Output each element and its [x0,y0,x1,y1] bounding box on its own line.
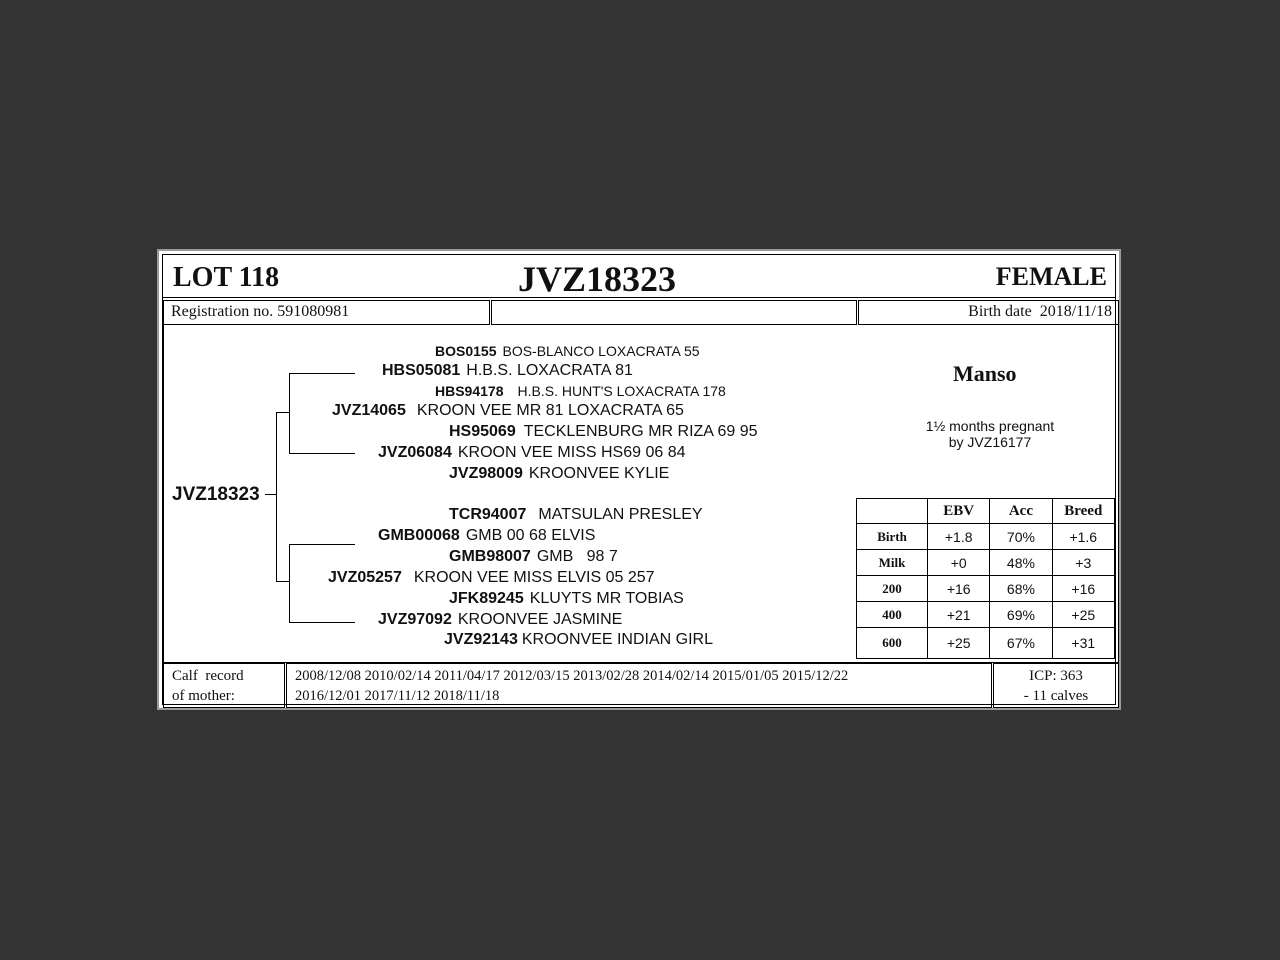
pedigree-code: JVZ05257 [328,569,402,586]
pedigree-entry [435,343,700,359]
icp-summary [994,666,1118,706]
calf-record-dates-box [286,663,992,708]
pedigree-name: H.B.S. HUNT'S LOXACRATA 178 [517,383,726,399]
ebv-header-ebv: EBV [928,499,990,524]
pedigree-name: GMB 00 68 ELVIS [465,527,596,544]
pedigree-entry [382,362,633,380]
ebv-row [857,550,1115,576]
pedigree-code: JVZ98009 [449,465,523,482]
icp-box [993,663,1119,708]
connector [289,373,355,374]
connector [276,581,289,582]
registration-blank-box [491,300,857,325]
birth-date-value: 2018/11/18 [1039,303,1112,320]
calf-record-label-line-1: Calf record [172,668,244,684]
connector [289,544,290,622]
calf-record-label-box [163,663,285,708]
pedigree-entry [449,590,684,608]
ebv-row [857,576,1115,602]
icp-value: ICP: 363 [1029,668,1083,684]
ebv-row-label: Birth [857,524,928,550]
ebv-row-label: Milk [857,550,928,576]
pedigree-code: HBS05081 [382,362,461,379]
acc-value: 48% [990,550,1052,576]
calf-record-label-line-2: of mother: [172,688,235,704]
pedigree-entry [328,569,655,587]
pedigree-code: GMB00068 [378,527,460,544]
pedigree-entry [378,444,686,462]
calf-dates-line-2: 2016/12/01 2017/11/12 2018/11/18 [295,688,500,704]
ebv-value: +0 [928,550,990,576]
pedigree-code: JVZ92143 [444,631,518,648]
pregnancy-line-1: 1½ months pregnant [925,418,1055,434]
pedigree-code: JVZ97092 [378,611,452,628]
breed-value: +31 [1052,628,1114,659]
pedigree-name: KROONVEE JASMINE [457,611,623,628]
connector [289,544,355,545]
pedigree-code: HS95069 [449,423,516,440]
pedigree-code: JVZ06084 [378,444,452,461]
registration-number [171,303,349,321]
pedigree-entry [449,465,669,483]
breed-value: +1.6 [1052,524,1114,550]
connector [289,622,355,623]
pedigree-subject: JVZ18323 [172,484,260,505]
breed-value: +3 [1052,550,1114,576]
acc-value: 68% [990,576,1052,602]
ebv-value: +16 [928,576,990,602]
calf-record-dates [295,666,848,706]
ebv-row [857,524,1115,550]
connector [289,453,355,454]
connector [276,412,289,413]
lot-card-frame [162,254,1116,705]
birth-date-box [858,300,1119,325]
pedigree-name: H.B.S. LOXACRATA 81 [466,362,633,379]
pedigree-entry [449,506,703,524]
ebv-row-label: 400 [857,602,928,628]
pedigree-name: KROON VEE MR 81 LOXACRATA 65 [416,402,684,419]
pedigree-entry [378,611,622,629]
pedigree-name: BOS-BLANCO LOXACRATA 55 [502,343,700,359]
ebv-value: +1.8 [928,524,990,550]
pedigree-code: HBS94178 [435,383,504,399]
pedigree-code: TCR94007 [449,506,527,523]
ebv-header-breed: Breed [1052,499,1114,524]
pregnancy-line-2: by JVZ16177 [948,434,1032,450]
pedigree-name: KLUYTS MR TOBIAS [529,590,684,607]
pedigree-entry [449,423,758,441]
connector [265,494,276,495]
ebv-header-acc: Acc [990,499,1052,524]
animal-sex: FEMALE [995,262,1107,291]
calf-record-label [172,666,244,706]
ebv-row [857,628,1115,659]
registration-value: 591080981 [277,303,350,320]
birth-date [968,303,1112,321]
pedigree-entry [449,548,618,566]
pregnancy-status [890,418,1090,450]
acc-value: 67% [990,628,1052,659]
ebv-row [857,602,1115,628]
connector [289,373,290,453]
pedigree-code: JVZ14065 [332,402,406,419]
birth-date-label: Birth date [968,303,1032,320]
ebv-row-label: 200 [857,576,928,602]
pedigree-code: JFK89245 [449,590,524,607]
pedigree-name: MATSULAN PRESLEY [538,506,703,523]
pedigree-entry [435,383,726,399]
pedigree-name: GMB 98 7 [536,548,618,565]
ebv-header-blank [857,499,928,524]
breed-value: +25 [1052,602,1114,628]
pedigree-entry [444,631,713,649]
pedigree-name: KROON VEE MISS HS69 06 84 [457,444,686,461]
calf-dates-line-1: 2008/12/08 2010/02/14 2011/04/17 2012/03/15 2013/02/28 2014/02/14 2015/01/05 2015/12/22 [295,668,849,684]
pedigree-code: GMB98007 [449,548,531,565]
service-sire-name: Manso [953,361,1017,386]
acc-value: 70% [990,524,1052,550]
ebv-table [856,498,1115,659]
ebv-row-label: 600 [857,628,928,659]
registration-box [163,300,490,325]
acc-value: 69% [990,602,1052,628]
pedigree-name: KROONVEE KYLIE [528,465,670,482]
connector [276,412,277,581]
pedigree-name: TECKLENBURG MR RIZA 69 95 [523,423,758,440]
ebv-value: +21 [928,602,990,628]
ebv-value: +25 [928,628,990,659]
lot-number: LOT 118 [173,262,280,293]
pedigree-name: KROONVEE INDIAN GIRL [521,631,713,648]
header-divider [163,297,1115,298]
pedigree-entry [332,402,684,420]
pedigree-entry [378,527,595,545]
pedigree-code: BOS0155 [435,343,497,359]
calves-count: - 11 calves [1023,688,1089,704]
registration-label: Registration no. [171,303,274,320]
lot-card [157,249,1121,710]
ebv-header-row [857,499,1115,524]
breed-value: +16 [1052,576,1114,602]
animal-id: JVZ18323 [518,259,677,299]
pedigree-name: KROON VEE MISS ELVIS 05 257 [413,569,655,586]
